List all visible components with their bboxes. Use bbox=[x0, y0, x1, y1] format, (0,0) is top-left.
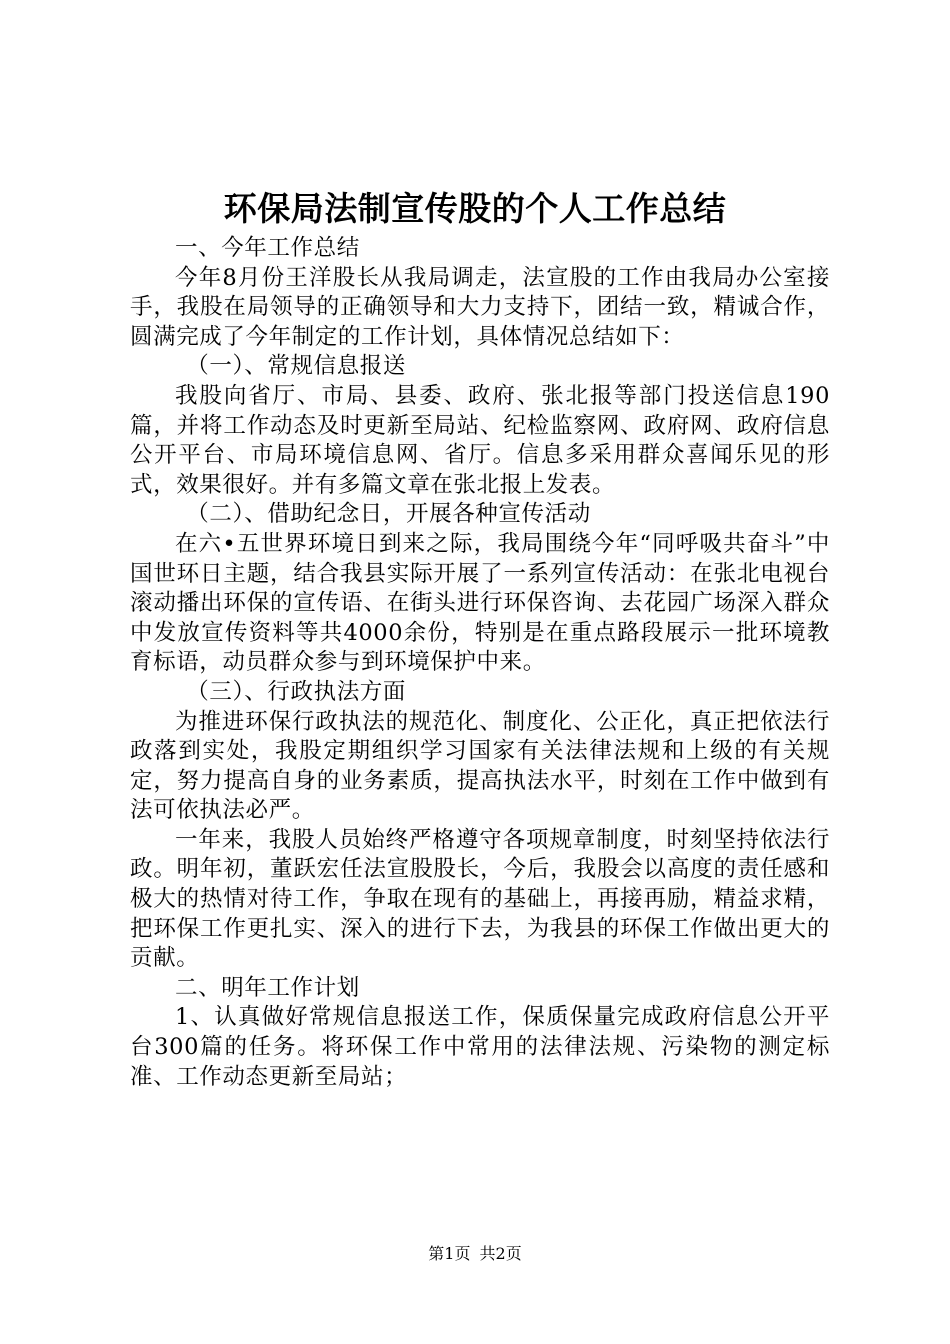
subsection-heading: （一）、常规信息报送 bbox=[186, 353, 407, 380]
body-paragraph: 今年8月份王洋股长从我局调走，法宣股的工作由我局办公室接手，我股在局领导的正确领导和大力支持下，团结一致，精诚合作，圆满完成了今年制定的工作计划，具体情况总结如下： bbox=[130, 264, 830, 350]
document-body bbox=[130, 234, 830, 1092]
body-paragraph: 为推进环保行政执法的规范化、制度化、公正化，真正把依法行政落到实处，我股定期组织学习国家有关法律法规和上级的有关规定，努力提高自身的业务素质，提高执法水平，时刻在工作中做到有法可依执法必严。 bbox=[130, 708, 830, 824]
subsection-heading: （二）、借助纪念日，开展各种宣传活动 bbox=[186, 501, 591, 528]
body-paragraph: 我股向省厅、市局、县委、政府、张北报等部门投送信息190篇，并将工作动态及时更新至局站、纪检监察网、政府网、政府信息公开平台、市局环境信息网、省厅。信息多采用群众喜闻乐见的形式，效果很好。并有多篇文章在张北报上发表。 bbox=[130, 382, 830, 498]
page-total: 共2页 bbox=[479, 1244, 522, 1263]
page-number: 第1页 bbox=[428, 1244, 471, 1263]
section-heading: 二、明年工作计划 bbox=[175, 974, 360, 1001]
document-title: 环保局法制宣传股的个人工作总结 bbox=[223, 189, 727, 228]
section-heading: 一、今年工作总结 bbox=[175, 235, 360, 261]
page-footer bbox=[0, 1244, 950, 1264]
subsection-heading: （三）、行政执法方面 bbox=[186, 678, 407, 705]
body-paragraph: 在六•五世界环境日到来之际，我局围绕今年“同呼吸共奋斗”中国世环日主题，结合我县实际开展了一系列宣传活动：在张北电视台滚动播出环保的宣传语、在街头进行环保咨询、去花园广场深入群众中发放宣传资料等共4000余份，特别是在重点路段展示一批环境教育标语，动员群众参与到环境保护中来。 bbox=[130, 530, 830, 676]
body-paragraph: 1、认真做好常规信息报送工作，保质保量完成政府信息公开平台300篇的任务。将环保工作中常用的法律法规、污染物的测定标准、工作动态更新至局站； bbox=[130, 1004, 830, 1090]
body-paragraph: 一年来，我股人员始终严格遵守各项规章制度，时刻坚持依法行政。明年初，董跃宏任法宣股股长，今后，我股会以高度的责任感和极大的热情对待工作，争取在现有的基础上，再接再励，精益求精，把环保工作更扎实、深入的进行下去，为我县的环保工作做出更大的贡献。 bbox=[130, 826, 830, 972]
